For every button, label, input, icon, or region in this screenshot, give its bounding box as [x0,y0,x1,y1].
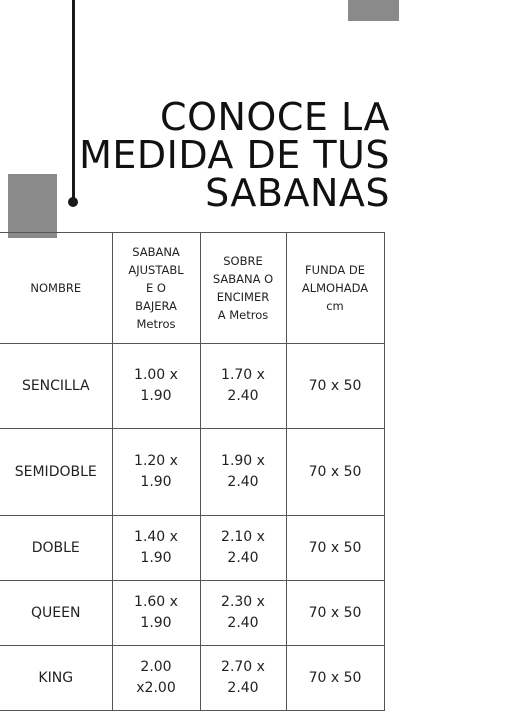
cell-encimera: 2.30 x 2.40 [200,581,286,646]
title-line-3: SABANAS [205,171,390,215]
cell-name: DOBLE [0,516,112,581]
title-line-2: MEDIDA DE TUS [79,133,390,177]
decorative-square-top [348,0,399,21]
decorative-dot [68,197,78,207]
title-line-1: CONOCE LA [160,95,390,139]
cell-funda: 70 x 50 [286,429,384,516]
header-funda-almohada: FUNDA DE ALMOHADA cm [286,233,384,344]
table-row [0,429,384,516]
cell-encimera: 1.70 x 2.40 [200,344,286,429]
table-row [0,646,384,711]
decorative-square-left [8,174,57,238]
table-row [0,581,384,646]
decorative-vertical-line [72,0,75,200]
cell-bajera: 2.00 x2.00 [112,646,200,711]
table-row [0,344,384,429]
cell-name: SENCILLA [0,344,112,429]
header-sobre-sabana: SOBRE SABANA O ENCIMER A Metros [200,233,286,344]
cell-bajera: 1.60 x 1.90 [112,581,200,646]
cell-funda: 70 x 50 [286,581,384,646]
table-header-row [0,233,384,344]
cell-name: SEMIDOBLE [0,429,112,516]
header-sabana-ajustable: SABANA AJUSTABL E O BAJERA Metros [112,233,200,344]
cell-name: KING [0,646,112,711]
cell-funda: 70 x 50 [286,516,384,581]
page-title [79,95,390,215]
cell-encimera: 1.90 x 2.40 [200,429,286,516]
header-nombre: NOMBRE [0,233,112,344]
cell-funda: 70 x 50 [286,646,384,711]
cell-bajera: 1.40 x 1.90 [112,516,200,581]
cell-funda: 70 x 50 [286,344,384,429]
table-row [0,516,384,581]
cell-encimera: 2.70 x 2.40 [200,646,286,711]
cell-encimera: 2.10 x 2.40 [200,516,286,581]
cell-name: QUEEN [0,581,112,646]
cell-bajera: 1.20 x 1.90 [112,429,200,516]
cell-bajera: 1.00 x 1.90 [112,344,200,429]
sheet-size-table [0,232,385,711]
